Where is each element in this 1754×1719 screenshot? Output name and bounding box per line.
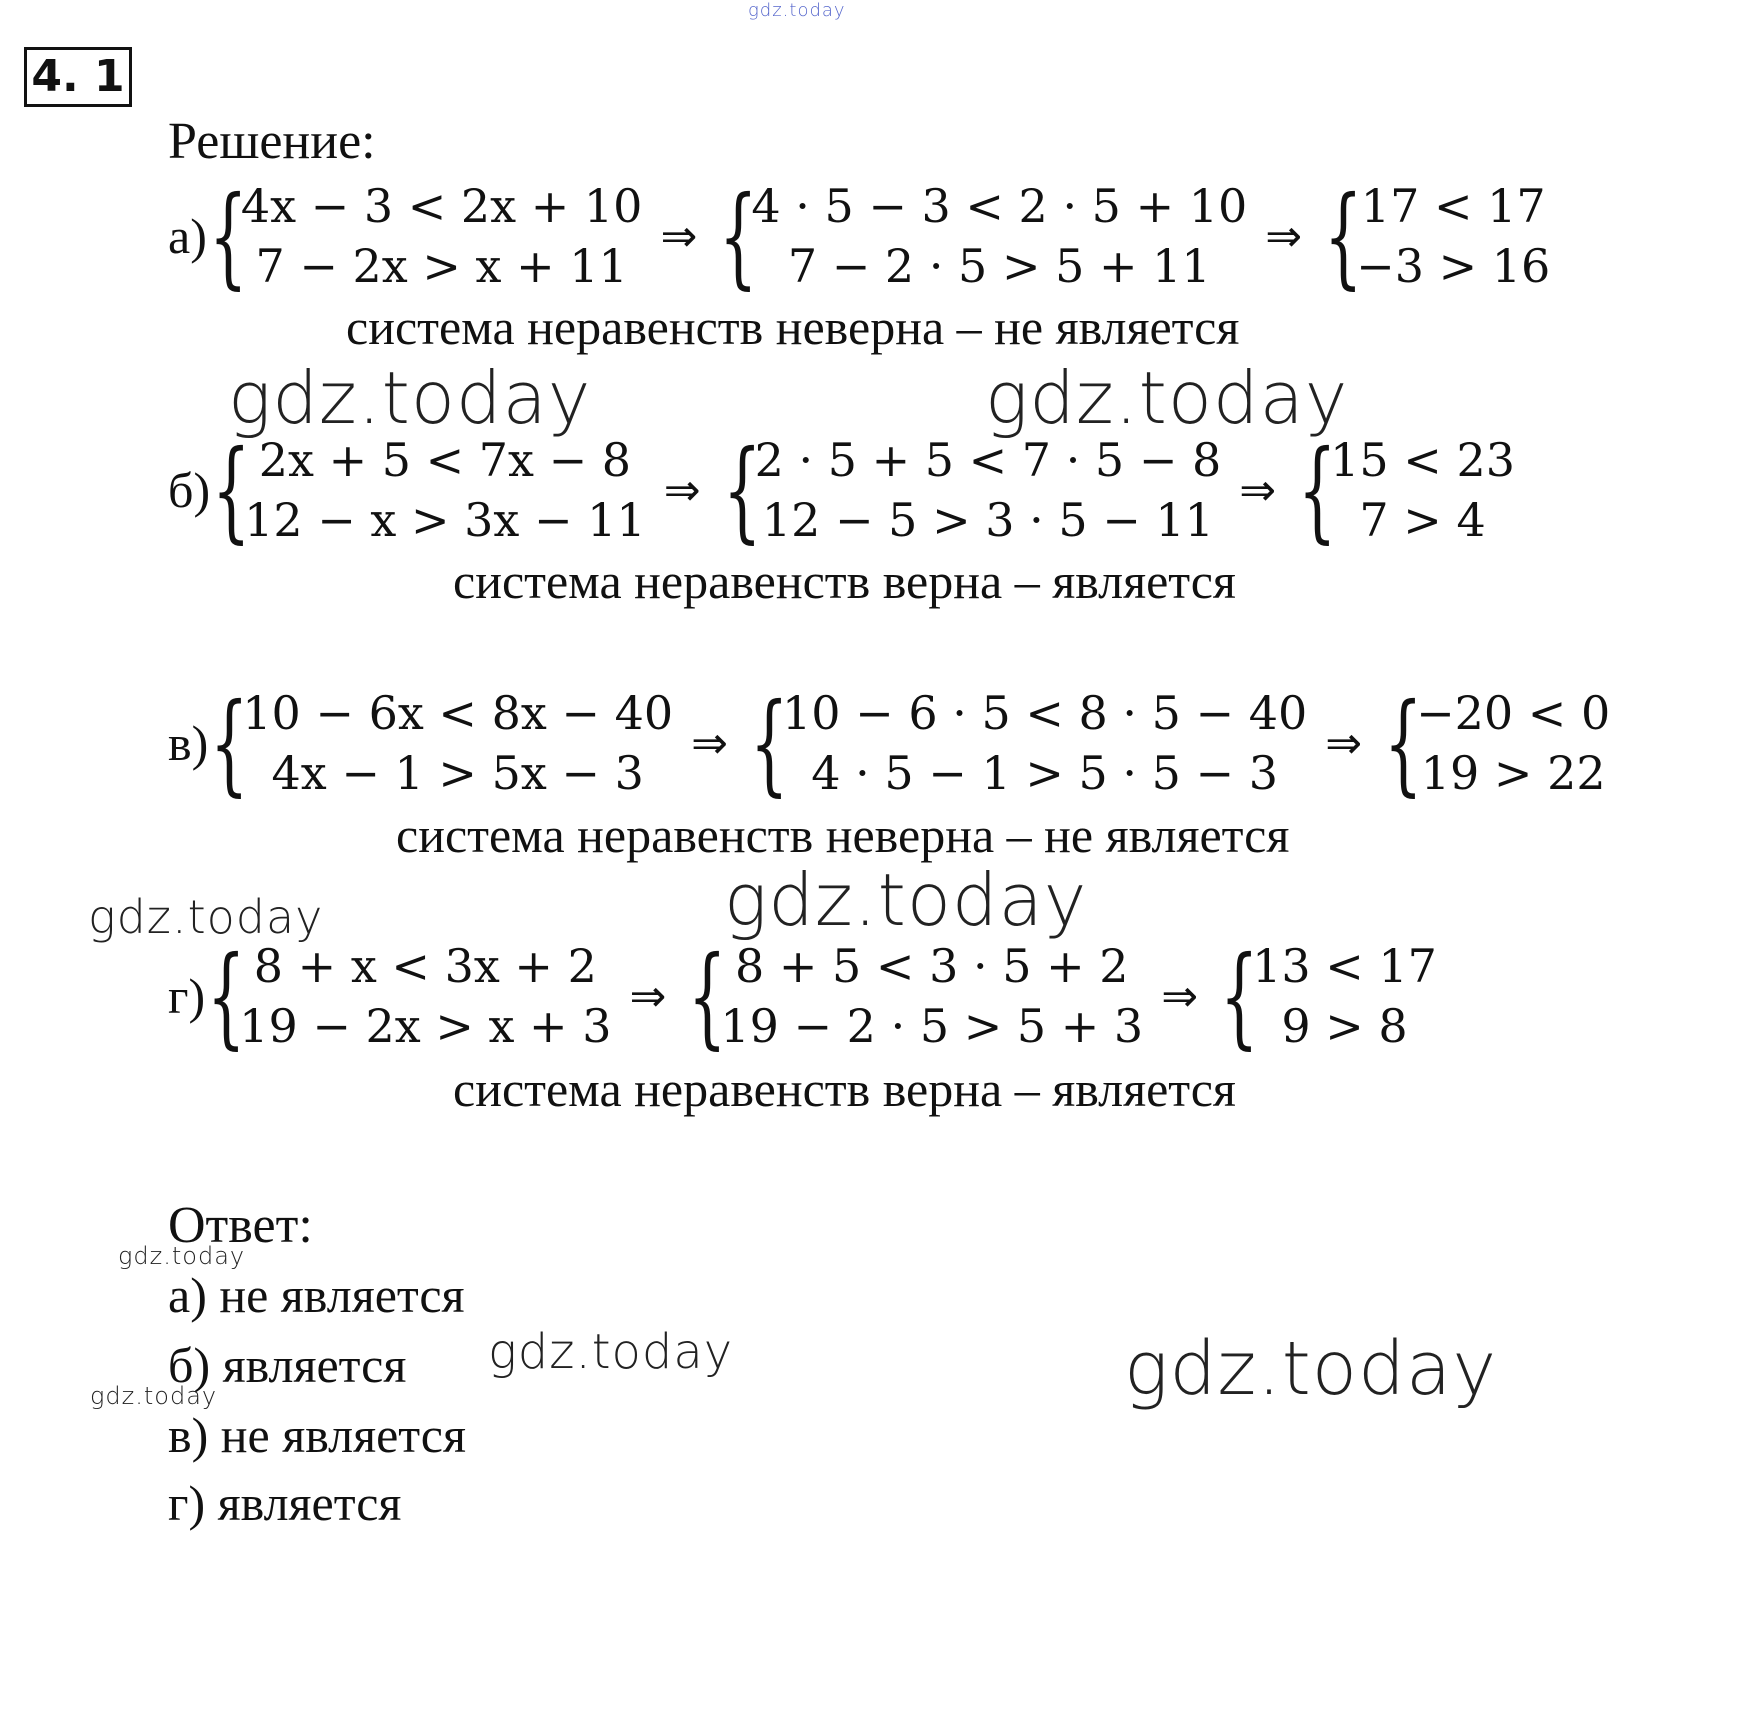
verdict: система неравенств верна – является [453,553,1236,609]
system-original [242,683,673,803]
item-a [168,172,1551,300]
inequality: 4 · 5 − 1 > 5 · 5 − 3 [811,746,1278,800]
inequality: 15 < 23 [1330,433,1515,487]
inequality: 13 < 17 [1252,939,1437,993]
inequality: 2 · 5 + 5 < 7 · 5 − 8 [754,433,1222,487]
inequality: 10 − 6x < 8x − 40 [242,686,674,740]
verdict: система неравенств неверна – не является [396,807,1290,863]
inequality: 4x − 1 > 5x − 3 [271,746,644,800]
system-result [1416,683,1610,803]
brace-icon: { [210,679,249,807]
system-result [1252,936,1437,1056]
header-watermark: gdz.today [748,0,846,21]
task-number-box: 4. 1 [24,47,132,107]
system-result [1356,176,1550,296]
item-label: г) [168,968,206,1024]
implies-arrow-icon: ⇒ [1265,210,1303,262]
watermark: gdz.today [985,356,1349,440]
inequality: 4x − 3 < 2x + 10 [240,179,643,233]
verdict: система неравенств неверна – не является [346,299,1240,355]
answer-item: а) не является [168,1267,465,1323]
inequality: 17 < 17 [1360,179,1546,233]
inequality: −3 > 16 [1356,239,1551,293]
inequality: 19 − 2x > x + 3 [239,999,612,1053]
watermark: gdz.today [1124,1326,1498,1412]
answer-item: г) является [168,1475,402,1531]
brace-icon: { [719,172,758,300]
inequality: 7 − 2 · 5 > 5 + 11 [787,239,1211,293]
verdict: система неравенств верна – является [453,1061,1236,1117]
system-original [241,176,643,296]
watermark: gdz.today [228,356,592,440]
brace-icon: { [212,426,251,554]
inequality: 10 − 6 · 5 < 8 · 5 − 40 [782,686,1308,740]
item-d [168,932,1437,1060]
brace-icon: { [688,932,727,1060]
brace-icon: { [1324,172,1363,300]
inequality: 19 > 22 [1420,746,1606,800]
inequality: 9 > 8 [1281,999,1408,1053]
answer-item: б) является [168,1337,407,1393]
watermark: gdz.today [488,1324,734,1380]
item-label: в) [168,715,209,771]
item-c [168,679,1611,807]
system-substituted [755,430,1222,550]
inequality: 4 · 5 − 3 < 2 · 5 + 10 [751,179,1248,233]
inequality: 8 + x < 3x + 2 [253,939,597,993]
answer-item: в) не является [168,1407,466,1463]
inequality: 7 − 2x > x + 11 [255,239,628,293]
answer-heading: Ответ: [168,1197,313,1254]
item-b [168,426,1515,554]
inequality: 12 − 5 > 3 · 5 − 11 [761,493,1214,547]
solution-heading: Решение: [168,113,376,170]
brace-icon: { [208,172,248,300]
system-substituted [751,176,1247,296]
inequality: 19 − 2 · 5 > 5 + 3 [720,999,1144,1053]
inequality: 8 + 5 < 3 · 5 + 2 [734,939,1129,993]
inequality: 7 > 4 [1359,493,1486,547]
inequality: −20 < 0 [1416,686,1611,740]
implies-arrow-icon: ⇒ [629,970,667,1022]
brace-icon: { [750,679,789,807]
implies-arrow-icon: ⇒ [663,464,701,516]
implies-arrow-icon: ⇒ [1161,970,1199,1022]
watermark: gdz.today [90,1382,218,1410]
implies-arrow-icon: ⇒ [1325,717,1363,769]
watermark: gdz.today [88,890,324,944]
brace-icon: { [207,932,246,1060]
system-substituted [782,683,1307,803]
system-original [239,936,611,1056]
brace-icon: { [1384,679,1423,807]
brace-icon: { [1220,932,1259,1060]
brace-icon: { [1298,426,1337,554]
implies-arrow-icon: ⇒ [660,210,698,262]
watermark: gdz.today [118,1242,246,1270]
inequality: 2x + 5 < 7x − 8 [258,433,632,487]
inequality: 12 − x > 3x − 11 [244,493,646,547]
watermark: gdz.today [724,858,1088,942]
system-substituted [720,936,1143,1056]
implies-arrow-icon: ⇒ [1239,464,1277,516]
item-label: а) [168,208,207,264]
item-label: б) [168,462,211,518]
system-result [1330,430,1515,550]
brace-icon: { [722,426,762,554]
system-original [244,430,646,550]
implies-arrow-icon: ⇒ [691,717,728,769]
